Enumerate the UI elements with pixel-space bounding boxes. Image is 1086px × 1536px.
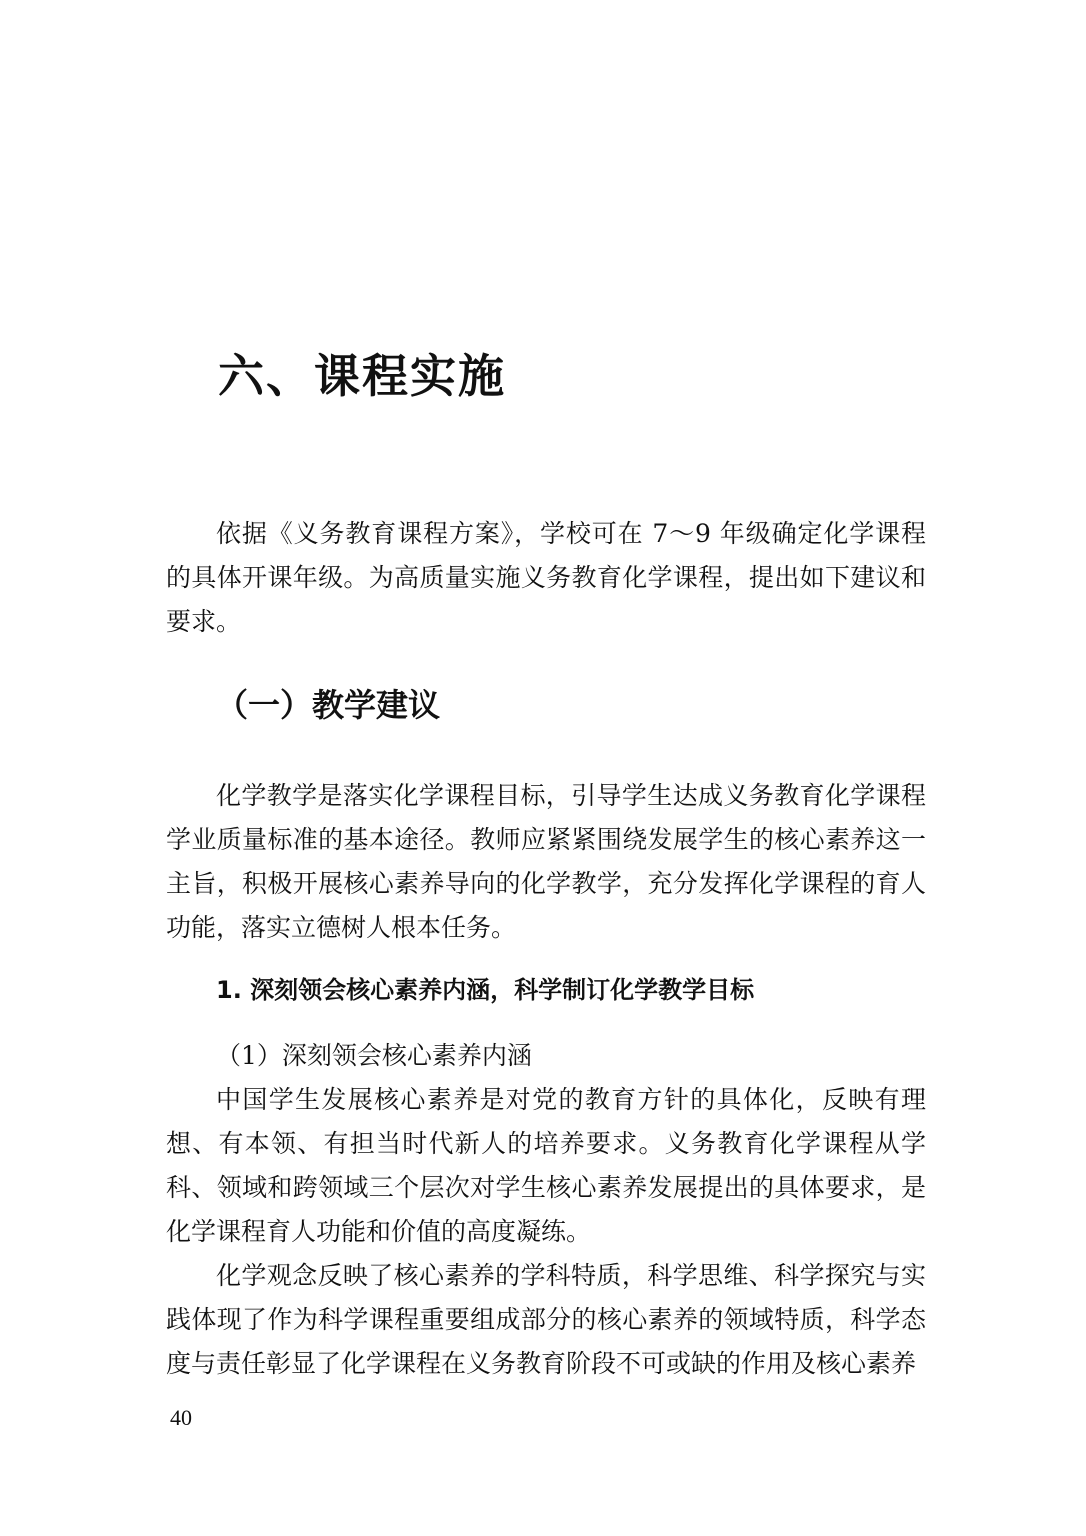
- intro-paragraph: 依据《义务教育课程方案》，学校可在 7～9 年级确定化学课程的具体开课年级。为高质量实施义务教育化学课程，提出如下建议和要求。: [166, 519, 926, 636]
- section-body: [166, 774, 926, 950]
- chapter-title: 六、课程实施: [218, 349, 506, 403]
- subsection-body: [166, 1034, 926, 1386]
- section-paragraph: 化学教学是落实化学课程目标，引导学生达成义务教育化学课程学业质量标准的基本途径。教师应紧紧围绕发展学生的核心素养这一主旨，积极开展核心素养导向的化学教学，充分发挥化学课程的育人功能，落实立德树人根本任务。: [166, 781, 926, 942]
- section-title: （一）教学建议: [216, 686, 441, 724]
- subsection-title: 1. 深刻领会核心素养内涵，科学制订化学教学目标: [216, 976, 755, 1004]
- body-paragraph: 中国学生发展核心素养是对党的教育方针的具体化，反映有理想、有本领、有担当时代新人的培养要求。义务教育化学课程从学科、领域和跨领域三个层次对学生核心素养发展提出的具体要求，是化学课程育人功能和价值的高度凝练。: [166, 1085, 926, 1246]
- item-heading: （1）深刻领会核心素养内涵: [216, 1041, 532, 1070]
- intro-block: [166, 512, 926, 644]
- page-number: 40: [170, 1405, 192, 1430]
- body-paragraph: 化学观念反映了核心素养的学科特质，科学思维、科学探究与实践体现了作为科学课程重要组成部分的核心素养的领域特质，科学态度与责任彰显了化学课程在义务教育阶段不可或缺的作用及核心素养: [166, 1261, 926, 1378]
